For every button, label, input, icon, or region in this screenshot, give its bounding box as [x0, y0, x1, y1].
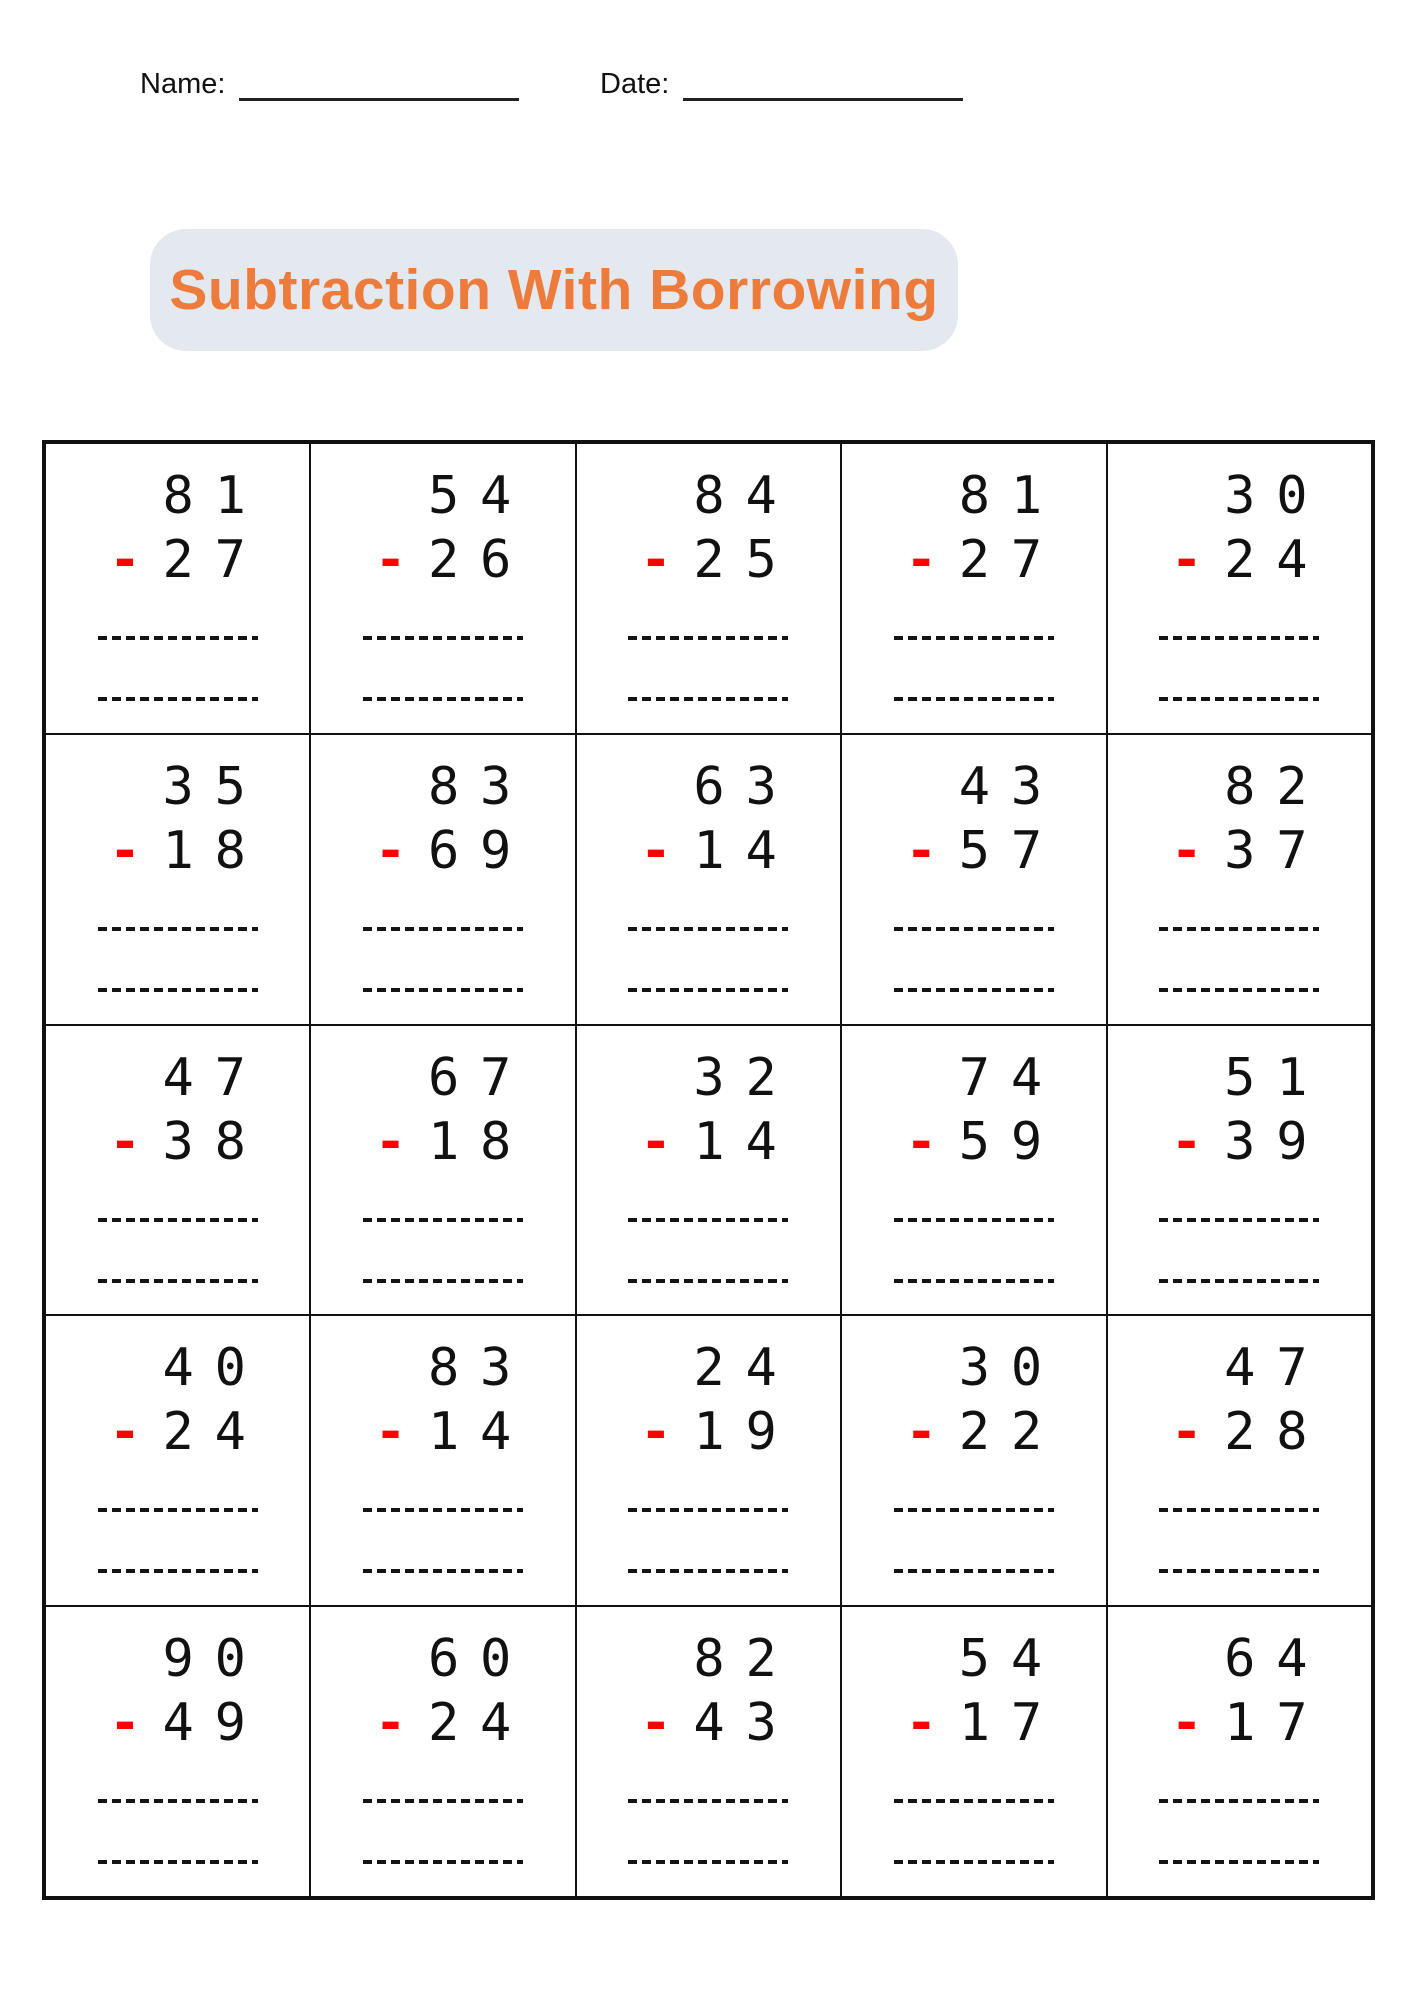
problem [375, 755, 532, 883]
minus-sign: - [109, 1402, 141, 1463]
answer-line [98, 988, 258, 992]
minus-sign: - [1171, 530, 1203, 590]
problem [1171, 755, 1328, 883]
answer-line [363, 927, 523, 931]
problem-cell [1107, 1606, 1372, 1897]
subtrahend-row [109, 1110, 266, 1174]
subtrahend: 24 [1224, 530, 1329, 590]
problem [109, 464, 266, 592]
problem [375, 1046, 532, 1174]
subtrahend: 22 [958, 1402, 1063, 1463]
problem-cell [45, 1025, 310, 1316]
minuend: 47 [1224, 1338, 1329, 1399]
minus-sign: - [1171, 1402, 1203, 1463]
answer-line [98, 1799, 258, 1803]
subtrahend: 59 [958, 1111, 1063, 1172]
date-label: Date: [600, 68, 670, 100]
answer-line [363, 636, 523, 640]
minuend: 83 [427, 1338, 533, 1399]
problem [375, 464, 532, 592]
answer-line [1159, 697, 1319, 701]
minus-sign: - [374, 530, 407, 590]
subtrahend-row [906, 1110, 1063, 1174]
minuend: 30 [1224, 466, 1329, 526]
problem [1171, 1627, 1328, 1755]
problem-cell [1107, 1025, 1372, 1316]
answer-line [1159, 1218, 1319, 1222]
subtrahend-row [109, 819, 266, 883]
problem-cell [45, 734, 310, 1025]
minus-sign: - [109, 530, 141, 590]
answer-line [1159, 1569, 1319, 1573]
date-field [600, 66, 963, 101]
subtrahend-row [109, 1400, 266, 1464]
name-write-line [239, 66, 519, 101]
subtrahend-row [640, 1110, 797, 1174]
subtrahend: 24 [427, 1693, 533, 1754]
minuend: 64 [1224, 1629, 1329, 1690]
answer-line [1159, 927, 1319, 931]
minuend: 60 [427, 1629, 533, 1690]
minus-sign: - [905, 1111, 937, 1172]
subtrahend: 18 [427, 1111, 533, 1172]
problem [640, 755, 797, 883]
problem-cell [576, 1606, 841, 1897]
minus-sign: - [640, 530, 672, 590]
answer-line [1159, 1860, 1319, 1864]
answer-line [98, 1508, 258, 1512]
subtrahend-row [640, 1691, 797, 1755]
answer-line [894, 697, 1054, 701]
answer-line [1159, 1279, 1319, 1283]
answer-line [98, 697, 258, 701]
minuend: 32 [693, 1047, 798, 1108]
answer-line [628, 697, 788, 701]
subtrahend-row [1171, 1691, 1328, 1755]
answer-line [628, 1508, 788, 1512]
subtrahend-row [1171, 1110, 1328, 1174]
minuend: 43 [958, 756, 1063, 817]
problem [906, 1627, 1063, 1755]
subtrahend: 43 [693, 1693, 798, 1754]
answer-line [628, 1218, 788, 1222]
minuend: 24 [693, 1338, 798, 1399]
subtrahend-row [1171, 819, 1328, 883]
minus-sign: - [640, 820, 672, 881]
answer-line [894, 1569, 1054, 1573]
minus-sign: - [640, 1693, 672, 1754]
minus-sign: - [640, 1111, 672, 1172]
problem-cell [841, 1025, 1106, 1316]
minus-sign: - [905, 820, 937, 881]
problem-cell [1107, 734, 1372, 1025]
minuend: 35 [162, 756, 267, 817]
subtrahend: 38 [162, 1111, 267, 1172]
subtrahend: 18 [162, 820, 267, 881]
answer-line [628, 988, 788, 992]
answer-line [363, 988, 523, 992]
subtrahend-row [906, 528, 1063, 592]
problem [375, 1627, 532, 1755]
problem [906, 755, 1063, 883]
subtrahend: 28 [1224, 1402, 1329, 1463]
minus-sign: - [109, 1693, 141, 1754]
answer-line [894, 1860, 1054, 1864]
subtrahend-row [1171, 1400, 1328, 1464]
problem [640, 1336, 797, 1464]
problem-cell [576, 443, 841, 734]
answer-line [98, 927, 258, 931]
subtrahend: 69 [427, 820, 533, 881]
subtrahend: 57 [958, 820, 1063, 881]
problem-cell [1107, 443, 1372, 734]
answer-line [98, 1860, 258, 1864]
minuend: 67 [427, 1047, 533, 1108]
problem-cell [841, 734, 1106, 1025]
subtrahend: 49 [162, 1693, 267, 1754]
subtrahend: 27 [162, 530, 267, 590]
subtrahend: 27 [958, 530, 1063, 590]
subtrahend-row [1171, 528, 1328, 592]
minus-sign: - [374, 820, 407, 881]
subtrahend-row [906, 1691, 1063, 1755]
problem [1171, 1336, 1328, 1464]
answer-line [363, 1508, 523, 1512]
subtrahend-row [375, 528, 532, 592]
problem-cell [310, 1606, 575, 1897]
answer-line [628, 1860, 788, 1864]
answer-line [628, 636, 788, 640]
minus-sign: - [109, 820, 141, 881]
minus-sign: - [905, 1402, 937, 1463]
answer-line [363, 1799, 523, 1803]
name-field [140, 66, 519, 101]
minus-sign: - [1171, 1693, 1203, 1754]
problem [1171, 464, 1328, 592]
minuend: 82 [1224, 756, 1329, 817]
subtrahend-row [375, 1110, 532, 1174]
page-title: Subtraction With Borrowing [169, 258, 939, 322]
minus-sign: - [109, 1111, 141, 1172]
minuend: 63 [693, 756, 798, 817]
subtrahend: 14 [427, 1402, 533, 1463]
answer-line [98, 1218, 258, 1222]
answer-line [1159, 988, 1319, 992]
answer-line [628, 1799, 788, 1803]
subtrahend-row [109, 528, 266, 592]
date-write-line [683, 66, 963, 101]
minus-sign: - [374, 1402, 407, 1463]
problem-cell [576, 1315, 841, 1606]
problem [109, 1046, 266, 1174]
answer-line [98, 636, 258, 640]
answer-line [1159, 1508, 1319, 1512]
subtrahend-row [109, 1691, 266, 1755]
answer-line [363, 1860, 523, 1864]
problem-cell [45, 1315, 310, 1606]
answer-line [894, 927, 1054, 931]
minuend: 90 [162, 1629, 267, 1690]
problem-cell [1107, 1315, 1372, 1606]
subtrahend: 26 [427, 530, 533, 590]
problem-cell [841, 1315, 1106, 1606]
problem [640, 1046, 797, 1174]
subtrahend: 37 [1224, 820, 1329, 881]
answer-line [628, 927, 788, 931]
minuend: 81 [162, 466, 267, 526]
minuend: 30 [958, 1338, 1063, 1399]
subtrahend-row [640, 1400, 797, 1464]
problem [906, 1046, 1063, 1174]
problem [640, 464, 797, 592]
minus-sign: - [374, 1111, 407, 1172]
subtrahend: 39 [1224, 1111, 1329, 1172]
subtrahend-row [375, 1400, 532, 1464]
problem [906, 464, 1063, 592]
minus-sign: - [905, 1693, 937, 1754]
answer-line [98, 1279, 258, 1283]
minus-sign: - [905, 530, 937, 590]
minus-sign: - [640, 1402, 672, 1463]
problem-cell [310, 734, 575, 1025]
minuend: 47 [162, 1047, 267, 1108]
answer-line [628, 1279, 788, 1283]
answer-line [1159, 1799, 1319, 1803]
minuend: 82 [693, 1629, 798, 1690]
minuend: 51 [1224, 1047, 1329, 1108]
title-banner [150, 229, 958, 351]
problem-cell [841, 443, 1106, 734]
subtrahend-row [640, 528, 797, 592]
minuend: 54 [427, 466, 533, 526]
answer-line [894, 1799, 1054, 1803]
minuend: 74 [958, 1047, 1063, 1108]
minuend: 84 [693, 466, 798, 526]
answer-line [894, 1218, 1054, 1222]
minuend: 54 [958, 1629, 1063, 1690]
minus-sign: - [1171, 1111, 1203, 1172]
answer-line [98, 1569, 258, 1573]
minus-sign: - [1171, 820, 1203, 881]
problem-cell [841, 1606, 1106, 1897]
subtrahend-row [375, 1691, 532, 1755]
subtrahend-row [906, 819, 1063, 883]
problem-cell [576, 1025, 841, 1316]
problem [1171, 1046, 1328, 1174]
problem [906, 1336, 1063, 1464]
answer-line [894, 1508, 1054, 1512]
problem [109, 1336, 266, 1464]
answer-line [363, 1218, 523, 1222]
minuend: 40 [162, 1338, 267, 1399]
answer-line [628, 1569, 788, 1573]
subtrahend: 24 [162, 1402, 267, 1463]
minuend: 83 [427, 756, 533, 817]
name-label: Name: [140, 68, 226, 100]
problem-cell [45, 443, 310, 734]
answer-line [894, 636, 1054, 640]
subtrahend: 19 [693, 1402, 798, 1463]
problem [375, 1336, 532, 1464]
subtrahend: 14 [693, 820, 798, 881]
answer-line [894, 1279, 1054, 1283]
subtrahend: 14 [693, 1111, 798, 1172]
subtrahend-row [906, 1400, 1063, 1464]
problem [640, 1627, 797, 1755]
problem-cell [576, 734, 841, 1025]
minus-sign: - [374, 1693, 407, 1754]
problem-cell [310, 443, 575, 734]
subtrahend-row [640, 819, 797, 883]
answer-line [1159, 636, 1319, 640]
answer-line [363, 1569, 523, 1573]
subtrahend: 17 [1224, 1693, 1329, 1754]
subtrahend: 17 [958, 1693, 1063, 1754]
subtrahend-row [375, 819, 532, 883]
problem [109, 755, 266, 883]
problems-grid [42, 440, 1375, 1900]
answer-line [363, 697, 523, 701]
problem-cell [310, 1315, 575, 1606]
problem [109, 1627, 266, 1755]
answer-line [363, 1279, 523, 1283]
answer-line [894, 988, 1054, 992]
problem-cell [45, 1606, 310, 1897]
problem-cell [310, 1025, 575, 1316]
subtrahend: 25 [693, 530, 798, 590]
minuend: 81 [958, 466, 1063, 526]
